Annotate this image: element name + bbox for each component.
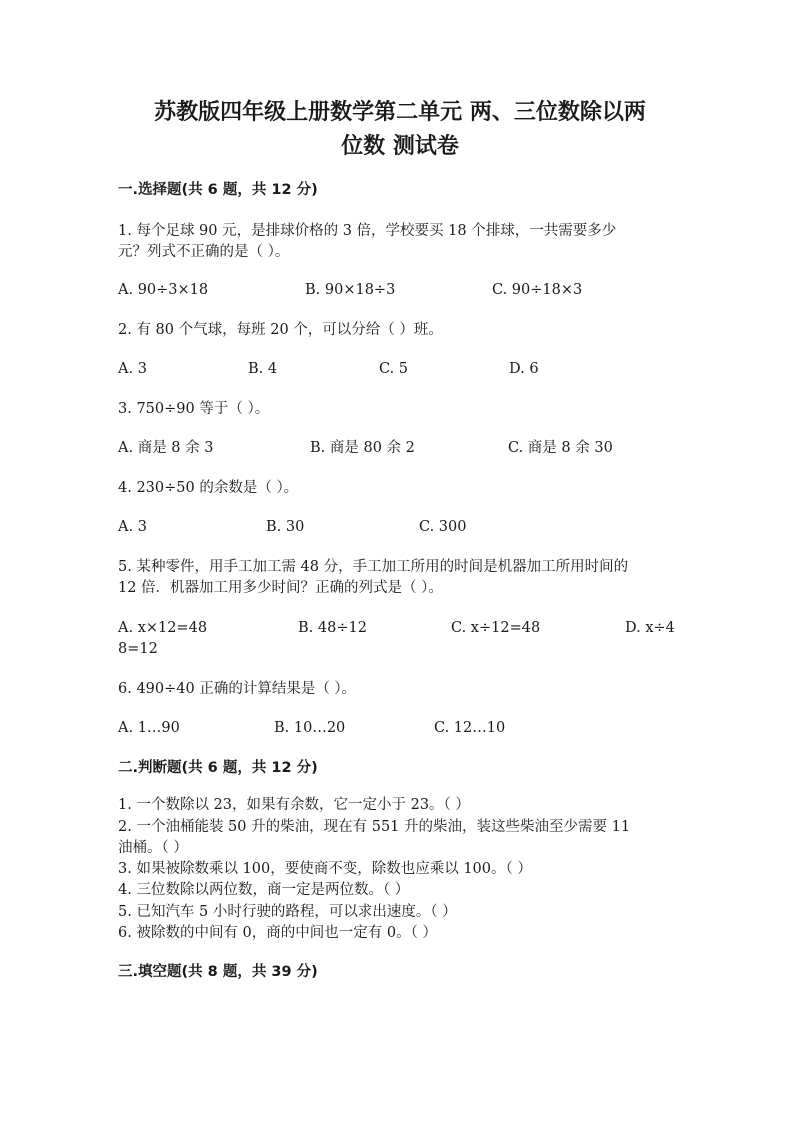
q2-option-b: B. 4 [248, 361, 278, 377]
q3-option-a: A. 商是 8 余 3 [118, 440, 214, 456]
question-2: 2. 有 80 个气球，每班 20 个，可以分给（ ）班。 [118, 322, 443, 338]
q5-option-d: D. x÷4 [625, 620, 675, 636]
q6-option-c: C. 12…10 [434, 720, 506, 736]
q2-option-d: D. 6 [509, 361, 539, 377]
judgement-item-1: 1. 一个数除以 23，如果有余数，它一定小于 23。（ ） [118, 797, 470, 813]
question-5-line-1: 5. 某种零件，用手工加工需 48 分，手工加工所用的时间是机器加工所用时间的 [118, 559, 629, 575]
q2-option-a: A. 3 [118, 361, 147, 377]
q1-option-a: A. 90÷3×18 [118, 282, 209, 298]
q4-option-a: A. 3 [118, 519, 147, 535]
question-1-line-1: 1. 每个足球 90 元，是排球价格的 3 倍，学校要买 18 个排球，一共需要多少 [118, 223, 617, 239]
title-line-1: 苏教版四年级上册数学第二单元 两、三位数除以两 [154, 100, 646, 125]
judgement-item-2-line-2: 油桶。（ ） [118, 840, 188, 856]
section-heading-judgement: 二.判断题(共 6 题，共 12 分) [118, 760, 318, 776]
section-heading-fill-blank: 三.填空题(共 8 题，共 39 分) [118, 964, 318, 980]
section-heading-choice: 一.选择题(共 6 题，共 12 分) [118, 182, 318, 198]
judgement-item-6: 6. 被除数的中间有 0，商的中间也一定有 0。（ ） [118, 925, 437, 941]
q6-option-b: B. 10…20 [274, 720, 346, 736]
q3-option-c: C. 商是 8 余 30 [508, 440, 613, 456]
judgement-item-3: 3. 如果被除数乘以 100，要使商不变，除数也应乘以 100。（ ） [118, 861, 532, 877]
question-3: 3. 750÷90 等于（ ）。 [118, 401, 270, 417]
q2-option-c: C. 5 [379, 361, 409, 377]
judgement-item-5: 5. 已知汽车 5 小时行驶的路程，可以求出速度。（ ） [118, 904, 457, 920]
q1-option-b: B. 90×18÷3 [305, 282, 396, 298]
question-4: 4. 230÷50 的余数是（ ）。 [118, 480, 299, 496]
q5-option-d-wrap: 8=12 [118, 641, 158, 657]
q5-option-c: C. x÷12=48 [451, 620, 541, 636]
q1-option-c: C. 90÷18×3 [492, 282, 583, 298]
question-1-line-2: 元？列式不正确的是（ ）。 [118, 244, 290, 260]
q5-option-a: A. x×12=48 [118, 620, 208, 636]
q4-option-c: C. 300 [419, 519, 467, 535]
judgement-item-2-line-1: 2. 一个油桶能装 50 升的柴油，现在有 551 升的柴油，装这些柴油至少需要 11 [118, 819, 631, 835]
q4-option-b: B. 30 [266, 519, 305, 535]
exam-title [110, 96, 690, 164]
q3-option-b: B. 商是 80 余 2 [310, 440, 415, 456]
q5-option-b: B. 48÷12 [298, 620, 367, 636]
question-5-line-2: 12 倍．机器加工用多少时间？正确的列式是（ ）。 [118, 580, 443, 596]
q6-option-a: A. 1…90 [118, 720, 180, 736]
question-6: 6. 490÷40 正确的计算结果是（ ）。 [118, 681, 357, 697]
judgement-item-4: 4. 三位数除以两位数，商一定是两位数。（ ） [118, 882, 410, 898]
title-line-2: 位数 测试卷 [341, 134, 459, 159]
